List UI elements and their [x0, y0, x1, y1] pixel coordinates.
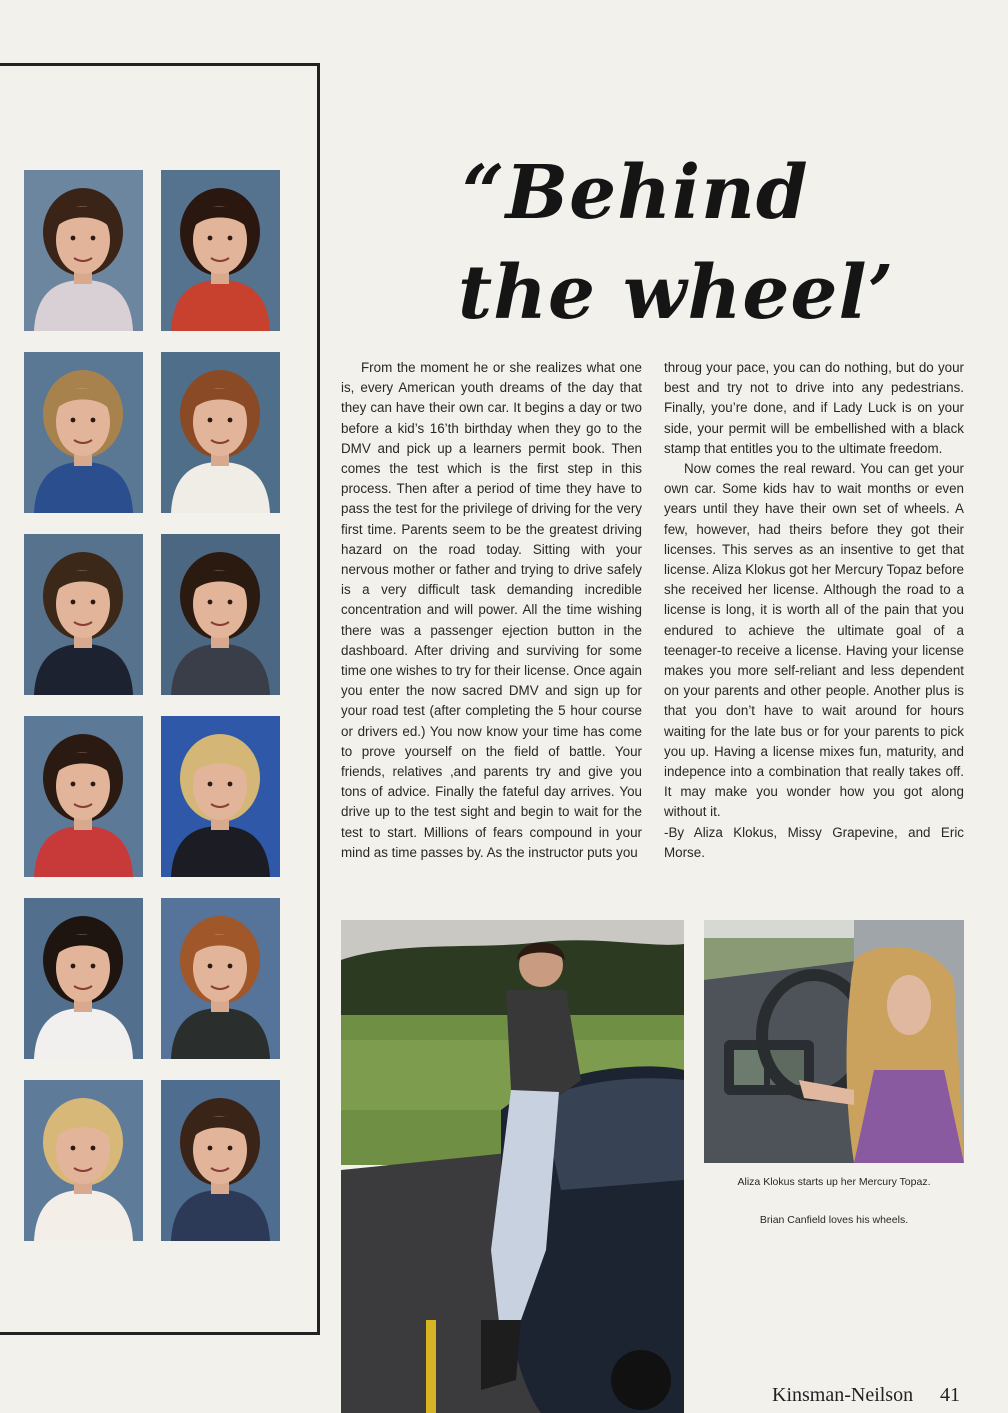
- photo-girl-in-car: [704, 920, 964, 1163]
- article-paragraph: From the moment he or she realizes what one is, every American youth dreams of the day that they can have their own car. It begins a day or two before a kid’s 16’th birthday when they go to the DMV and pick up a learners permit book. Then comes the test which is the first step in this process. Then after a period of time they have to pass the test for the privilege of driving for the very first time. Parents seem to be the greatest driving hazard on the road today. Sitting with your nervous mother or father and trying to drive safely is a very difficult task demanding incredible concentration and will power. All the time wishing there was a passenger ejection button in the dashboard. After driving and surviving for some time one wishes to try for their license. Once again you enter the now sacred DMV and sign up for your road test (after completing the 5 hour course or drivers ed.) You now know your time has come to prove yourself on the field of battle. Your friends, relatives ,and parents try and give you tons of advice. Finally the fateful day arrives. You drive up to the test sight and begin to wait for the test to start. Millions of fears compound in your mind as time passes by. As the instructor puts you: [341, 360, 642, 860]
- student-portrait: [161, 352, 280, 513]
- student-portrait: [24, 1080, 143, 1241]
- student-portrait: [161, 534, 280, 695]
- photo-boy-with-car: [341, 920, 684, 1413]
- article-column-1: [341, 358, 642, 863]
- article-byline: -By Aliza Klokus, Missy Grapevine, and Eric Morse.: [664, 824, 964, 860]
- student-portrait: [24, 898, 143, 1059]
- student-portrait: [161, 1080, 280, 1241]
- caption-car-exterior: Brian Canfield loves his wheels.: [759, 1214, 909, 1226]
- student-portrait: [24, 716, 143, 877]
- student-portrait: [161, 170, 280, 331]
- student-portrait: [161, 898, 280, 1059]
- student-portrait: [24, 170, 143, 331]
- footer-section-name: Kinsman-Neilson: [772, 1384, 914, 1406]
- footer-page-number: 41: [940, 1384, 960, 1406]
- article-column-2: [664, 358, 964, 863]
- student-portrait: [161, 716, 280, 877]
- headline-line-2: the wheel’: [458, 250, 895, 336]
- student-portrait: [24, 352, 143, 513]
- article-paragraph: Now comes the real reward. You can get your own car. Some kids hav to wait months or even years until they have their own set of wheels. A few, however, had theirs before they got their licenses. This serves as an insentive to get that license. Aliza Klokus got her Mercury Topaz before she received her license. Although the road to a license is long, it is worth all of the pain that you endured to achieve the ultimate goal of a teenager-to receive a license. Having your license makes you more self-reliant and less dependent on your parents and other people. Another plus is that you don’t have to wait around for hours waiting for the late bus or for your parents to pick you up. Having a license mixes fun, maturity, and indepence into a combination that really takes off. It may make you wonder how you got along without it.: [664, 461, 964, 820]
- headline-line-1: “Behind: [462, 150, 809, 236]
- article-paragraph: throug your pace, you can do nothing, but do your best and try not to drive into any pedestrians. Finally, you’re done, and if Lady Luck is on your side, your permit will be embellished with a black stamp that entitles you to the ultimate freedom.: [664, 360, 964, 456]
- caption-car-interior: Aliza Klokus starts up her Mercury Topaz.: [737, 1176, 931, 1188]
- student-portrait: [24, 534, 143, 695]
